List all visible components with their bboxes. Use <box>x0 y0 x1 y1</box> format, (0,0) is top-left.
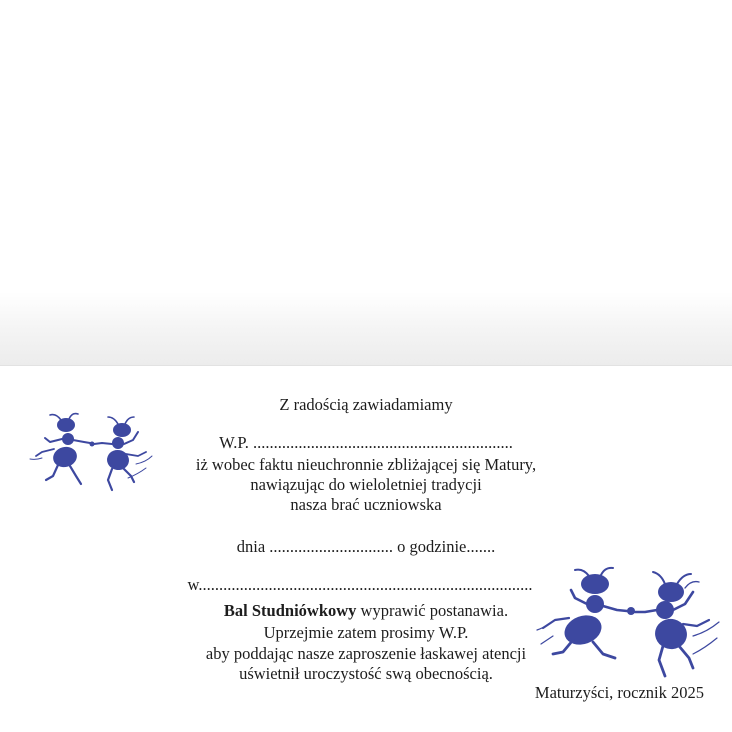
place-line: w................................................................................. <box>187 575 533 594</box>
tradition-line: nawiązując do wieloletniej tradycji <box>250 475 482 494</box>
card-fold-line <box>0 365 732 366</box>
signature: Maturzyści, rocznik 2025 <box>534 683 704 702</box>
dancing-ants-illustration-left <box>28 412 154 494</box>
greeting-heading: Z radością zawiadamiamy <box>279 395 453 414</box>
attention-line: aby poddając nasze zaproszenie łaskawej atencji <box>205 644 527 663</box>
ball-suffix: wyprawić postanawia. <box>356 601 509 620</box>
request-line: Uprzejmie zatem prosimy W.P. <box>263 623 469 642</box>
matura-line: iż wobec faktu nieuchronnie zbliżającej się Matury, <box>195 455 537 474</box>
dancing-ants-illustration-right <box>533 566 723 684</box>
class-line: nasza brać uczniowska <box>290 495 442 514</box>
honor-line: uświetnił uroczystość swą obecnością. <box>239 664 493 683</box>
ball-name: Bal Studniówkowy <box>223 601 357 620</box>
addressee-line: W.P. ............................................................... <box>219 433 513 452</box>
date-time-line: dnia .............................. o godzinie....... <box>236 537 496 556</box>
